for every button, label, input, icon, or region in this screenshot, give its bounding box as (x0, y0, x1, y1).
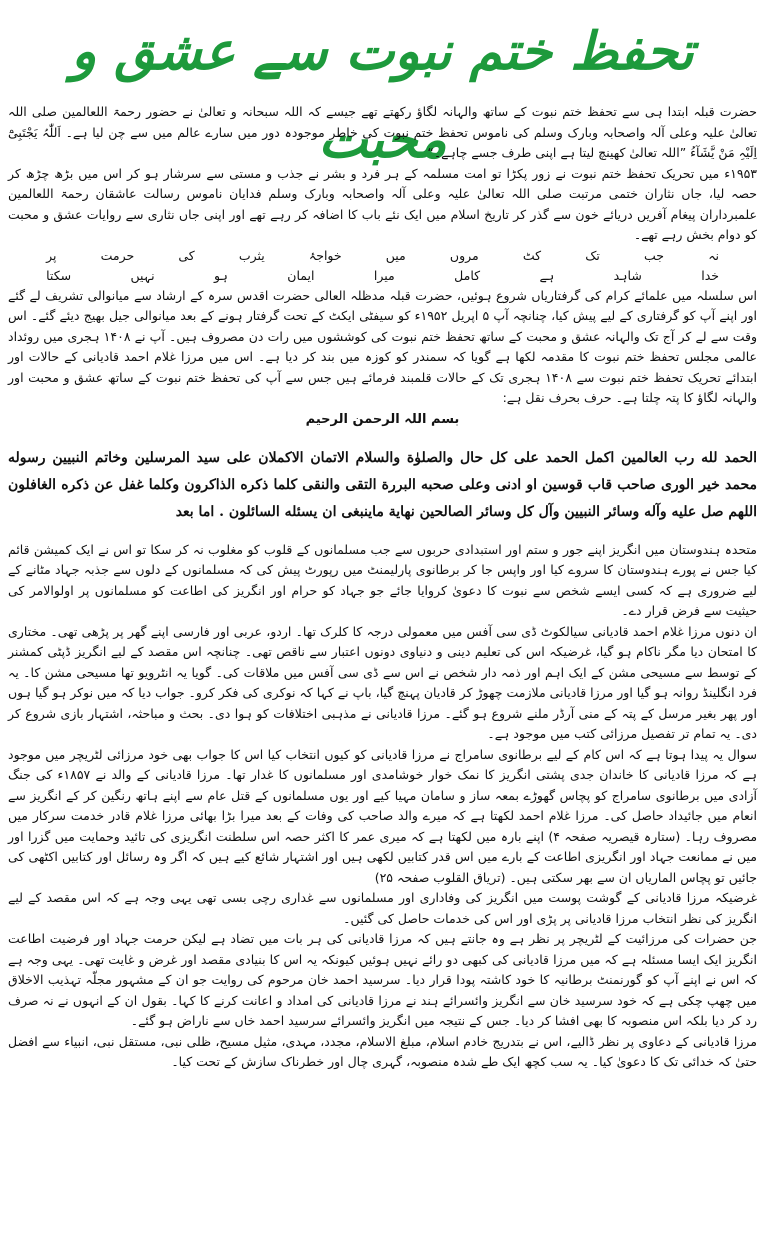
verse-word: سکتا (46, 267, 72, 283)
paragraph-3: اس سلسلہ میں علمائے کرام کی گرفتاریاں شروع ہوئیں، حضرت قبلہ مدظلہ العالی حضرت اقدس سرہ کے ارشاد سے میانوالی تشریف لے گئے اور اپنے آپ کو گرفتاری کے لیے پیش کیا، چنانچہ آپ ۵ اپریل ۱۹۵۲ء کو سیفٹی ایکٹ کے تحت گرفتار ہونے کے بعد میانوالی جیل بھیج دیئے گئے۔ اس وقت سے لے کر آج تک والہانہ عشق و محبت کے ساتھ تحفظ ختم نبوت کی کوششوں میں رات دن مصروف ہیں۔ آپ نے ۱۴۰۸ ہجری میں روئداد عالمی مجلس تحفظ ختم نبوت کا مقدمہ لکھا ہے گویا کہ سمندر کو کوزہ میں بند کر دیا ہے۔ اس میں مرزا غلام احمد قادیانی کے حالات اور ابتدائے تحریک تحفظ ختم نبوت سے ۱۴۰۸ ہجری تک کے حالات قلمبند فرمائے ہیں جس سے آپ کی تحفظ ختم نبوت کے ساتھ عشق و محبت اور والہانہ لگاؤ کا پتہ چلتا ہے۔ حرف بحرف نقل ہے: (8, 287, 757, 405)
arabic-invocation: الحمد لله رب العالمين اكمل الحمد على كل حال والصلوٰة والسلام الاتمان الاكملان على سيد المرسلين وخاتم النبيين رسوله محمد خير الورى صاحب قاب قوسين او ادنى وعلى صحبه البررة التقى والنقى كلما ذكره الذاكرون وكلما غفل عن ذكره الغافلون اللهم صل عليه وآله وسائر النبيين وآل كل وسائر الصالحين نهاية ماينبغى ان يسئله السائلون . اما بعد (8, 449, 757, 520)
bismillah-heading: بسم اللہ الرحمن الرحیم (305, 411, 460, 427)
verse-word: خواجۂ (308, 247, 342, 263)
paragraph-5: ان دنوں مرزا غلام احمد قادیانی سیالکوٹ ڈی سی آفس میں معمولی درجہ کا کلرک تھا۔ اردو، عربی اور فارسی اپنے گھر پر پڑھی تھی۔ مختاری کا امتحان دیا مگر ناکام ہو گیا، غرضیکہ اس کی تعلیم دینی و دنیاوی دونوں اعتبار سے ناقص تھی۔ چنانچہ اس مقصد کے لیے انگریز ڈپٹی کمشنر کے توسط سے مسیحی مشن کے ایک اہم اور ذمہ دار شخص نے اس سے ڈی سی آفس میں ملاقات کی۔ گویا یہ انٹرویو تھا مسیحی مشن کا۔ یہ فرد انگلینڈ روانہ ہو گیا اور مرزا قادیانی ملازمت چھوڑ کر قادیان پہنچ گیا، باپ نے کہا کہ نوکری کی فکر کرو۔ جواب دیا کہ میں نوکر ہو گیا ہوں اور پھر بغیر مرسل کے پتہ کے منی آرڈر ملنے شروع ہو گئے۔ مرزا قادیانی نے مذہبی اختلافات کو ہوا دی۔ بحث و مباحثہ، اشتہار بازی شروع کر دی۔ یہ تمام تر تفصیل مرزائی کتب میں موجود ہے۔ (8, 623, 757, 741)
verse-word: جب (644, 247, 665, 263)
verse-word: ایمان (287, 267, 315, 283)
verse-word: نہ (708, 247, 719, 263)
verse-word: یثرب (238, 247, 265, 263)
verse-word: ہو (214, 267, 228, 283)
paragraph-2: ۱۹۵۳ء میں تحریک تحفظ ختم نبوت نے زور پکڑا تو امت مسلمہ کے ہر فرد و بشر نے جذب و مستی سے سرشار ہو کر اس میں بڑھ چڑھ کر حصہ لیا، جاں نثاران ختمی مرتبت صلی اللہ تعالیٰ علیہ وعلی آلہ واصحابہ وبارک وسلم فدایان ناموس رسالت عاشقان رحمۃ اللعالمین علمبرداران پیغام آفریں دریائے خون سے گذر کر تاریخ اسلام میں ایک نئے باب کا اضافہ کر رہے تھے اور اپنی جاں نثاری سے روایات عشق و محبت کو دوام بخش رہے تھے۔ (8, 165, 757, 242)
verse-word: حرمت (100, 247, 135, 263)
paragraph-9: مرزا قادیانی کے دعاوی پر نظر ڈالیے، اس نے بتدریج خادم اسلام، مبلغ الاسلام، مجدد، مہدی، مثیل مسیح، ظلی نبی، مستقل نبی، انبیاء سے افضل حتیٰ کہ خدائی تک کا دعویٰ کیا۔ یہ سب کچھ ایک طے شدہ منصوبہ، گہری چال اور خطرناک سازش کے تحت کیا۔ (8, 1033, 757, 1069)
verse-line-1 (8, 246, 757, 266)
paragraph-8: جن حضرات کی مرزائیت کے لٹریچر پر نظر ہے وہ جانتے ہیں کہ مرزا قادیانی کی ہر بات میں تضاد ہے لیکن حرمت جہاد اور فرضیت اطاعت انگریز ایک ایسا مسئلہ ہے کہ میں مرزا قادیانی کی کبھی دو رائے نہیں ہوئیں کیونکہ یہ اس کا بنیادی مقصد اور غرض و غایت تھی۔ یہی وجہ ہے کہ اس نے اپنے آپ کو گورنمنٹ برطانیہ کا خود کاشتہ پودا قرار دیا۔ سرسید احمد خان مرحوم کی روایت جو ان کے مشہور مجلّہ تہذیب الاخلاق میں چھپ چکی ہے کہ خود سرسید خان سے انگریز وائسرائے ہند نے مرزا قادیانی کی امداد و اعانت کرنے کا کہا۔ بقول ان کے انہوں نے نہ صرف رد کر دیا بلکہ اس منصوبہ کا بھی افشا کر دیا۔ جس کے نتیجہ میں انگریز وائسرائے سرسید احمد خاں سے ناراض ہو گئے۔ (8, 931, 757, 1028)
verse-word: کی (178, 247, 195, 263)
paragraph-7: غرضیکہ مرزا قادیانی کے گوشت پوست میں انگریز کی وفاداری اور مسلمانوں سے غداری رچی بسی تھی یہی وجہ ہے کہ اس مقصد کے لیے انگریز کی نظر انتخاب مرزا قادیانی پر پڑی اور اس کی خدمات حاصل کی گئیں۔ (8, 890, 757, 926)
verse-word: ہے (539, 267, 555, 283)
verse-word: خدا (701, 267, 719, 283)
verse-word: پر (46, 247, 57, 263)
verse-word: نہیں (130, 267, 155, 283)
verse-word: مروں (449, 247, 479, 263)
verse-word: شاہد (613, 267, 642, 283)
paragraph-4: متحدہ ہندوستان میں انگریز اپنے جور و ستم اور استبدادی حربوں سے جب مسلمانوں کے قلوب کو مغلوب نہ کر سکا تو اس نے ایک کمیشن قائم کیا جس نے پورے ہندوستان کا سروے کیا اور واپس جا کر برطانوی پارلیمنٹ میں رپورٹ پیش کی کہ مسلمانوں کے دلوں سے جذبہ جہاد مٹانے کے لیے ضروری ہے کہ کسی ایسے شخص سے نبوت کا دعویٰ کروایا جائے جو جہاد کو حرام اور انگریز کی اطاعت کو مسلمانوں پر اولوالامر کی حیثیت سے فرض قرار دے۔ (8, 541, 757, 618)
paragraph-1: حضرت قبلہ ابتدا ہی سے تحفظ ختم نبوت کے ساتھ والہانہ لگاؤ رکھتے تھے جیسے کہ اللہ سبحانہ و تعالیٰ نے حضور رحمۃ اللعالمین صلی اللہ تعالیٰ علیہ وعلی آلہ واصحابہ وبارک وسلم کی ناموس تحفظ ختم نبوت کی خاطر موجودہ دور میں سارے عالم میں سے چن لیا ہے۔ اَللّٰہُ یَجْتَبِیْٓ اِلَیْہِ مَنْ یَّشَآءُ ”اللہ تعالیٰ کھینچ لیتا ہے اپنی طرف جسے چاہے۔“ (8, 104, 757, 160)
verse-word: کٹ (522, 247, 542, 263)
verse-word: میں (385, 247, 406, 263)
verse-line-2 (8, 266, 757, 286)
verse-word: کامل (454, 267, 481, 283)
page-title: تحفظ ختم نبوت سے عشق و محبت (71, 22, 694, 170)
verse-word: میرا (373, 267, 395, 283)
verse-word: تک (585, 247, 600, 263)
paragraph-6: سوال یہ پیدا ہوتا ہے کہ اس کام کے لیے برطانوی سامراج نے مرزا قادیانی کو کیوں انتخاب کیا اس کا جواب بھی خود مرزائی لٹریچر میں موجود ہے کہ مرزا قادیانی کا خاندان جدی پشتی انگریز کا نمک خوار خوشامدی اور مسلمانوں کا غدار تھا۔ مرزا قادیانی کے والد نے ۱۸۵۷ء کی جنگ آزادی میں برطانوی سامراج کو پچاس گھوڑے بمعہ ساز و سامان مہیا کیے اور یوں مسلمانوں کے قتل عام سے اپنے ہاتھ رنگین کر کے انگریز سے انعام میں جائیداد حاصل کی۔ مرزا غلام احمد لکھتا ہے کہ میرے والد صاحب کی وفات کے بعد میرا بڑا بھائی مرزا غلام قادر خدمت سرکار میں مصروف رہا۔ (ستارہ قیصریہ صفحہ ۴) اپنے بارہ میں لکھتا ہے کہ میری عمر کا اکثر حصہ اس سلطنت انگریزی کی تائید وحمایت میں گزرا اور میں نے ممانعت جہاد اور انگریزی اطاعت کے بارے میں اس قدر کتابیں لکھی ہیں اور اشتہار شائع کیے ہیں کہ اگر وہ رسائل اور کتابیں اکٹھی کی جائیں تو پچاس الماریاں ان سے بھر سکتی ہیں۔ (تریاق القلوب صفحہ ۲۵) (8, 746, 758, 885)
